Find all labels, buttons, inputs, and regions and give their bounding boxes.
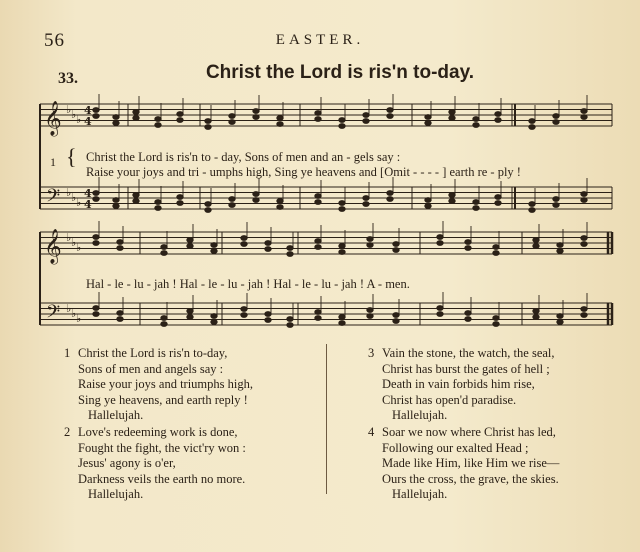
svg-text:4: 4 bbox=[84, 187, 92, 200]
music-verse-number: 1 bbox=[50, 155, 56, 169]
column-divider bbox=[326, 344, 327, 494]
svg-text:♭: ♭ bbox=[66, 302, 72, 315]
svg-text:♭: ♭ bbox=[76, 196, 82, 209]
svg-text:𝄢: 𝄢 bbox=[46, 302, 61, 327]
svg-text:♭: ♭ bbox=[76, 312, 82, 325]
hymn-number: 33. bbox=[58, 70, 78, 87]
svg-text:♭: ♭ bbox=[71, 191, 77, 204]
page-number: 56 bbox=[44, 30, 65, 51]
svg-text:4: 4 bbox=[84, 115, 92, 128]
stanza-3: 3 Vain the stone, the watch, the seal, Christ has burst the gates of hell ; Death in vain forbids him rise, Christ has open'd paradise. Hallelujah. bbox=[368, 346, 555, 423]
svg-text:𝄞: 𝄞 bbox=[44, 101, 62, 136]
svg-text:♭: ♭ bbox=[76, 113, 82, 126]
lyric-line-3: Hal - le - lu - jah ! Hal - le - lu - jah ! Hal - le - lu - jah ! A - men. bbox=[86, 277, 410, 291]
hymn-title: Christ the Lord is ris'n to-day. bbox=[205, 62, 475, 83]
svg-text:♭: ♭ bbox=[66, 186, 72, 199]
lyric-line-1: Christ the Lord is ris'n to - day, Sons of men and an - gels say : bbox=[86, 150, 401, 164]
running-title: EASTER. bbox=[275, 32, 365, 48]
svg-text:♭: ♭ bbox=[71, 236, 77, 249]
svg-text:4: 4 bbox=[84, 198, 92, 211]
svg-text:♭: ♭ bbox=[71, 307, 77, 320]
svg-text:4: 4 bbox=[84, 104, 92, 117]
lyric-line-2: Raise your joys and tri - umphs high, Sing ye heavens and [Omit - - - - ] earth re - ply ! bbox=[86, 165, 521, 179]
svg-text:♭: ♭ bbox=[71, 108, 77, 121]
stanza-2: 2 Love's redeeming work is done, Fought the fight, the vict'ry won : Jesus' agony is o'er, Darkness veils the earth no more. Hallelujah. bbox=[64, 425, 246, 502]
svg-text:♭: ♭ bbox=[66, 103, 72, 116]
lyric-brace: { bbox=[66, 144, 77, 169]
stanza-4: 4 Soar we now where Christ has led, Following our exalted Head ; Made like Him, like Him we rise— Ours the cross, the grave, the skies. Hallelujah. bbox=[368, 425, 560, 502]
svg-text:𝄞: 𝄞 bbox=[44, 229, 62, 264]
svg-text:♭: ♭ bbox=[66, 231, 72, 244]
svg-text:♭: ♭ bbox=[76, 241, 82, 254]
svg-text:𝄢: 𝄢 bbox=[46, 186, 61, 211]
stanza-1: 1 Christ the Lord is ris'n to-day, Sons of men and angels say : Raise your joys and triumphs high, Sing ye heavens, and earth reply ! Hallelujah. bbox=[64, 346, 253, 423]
